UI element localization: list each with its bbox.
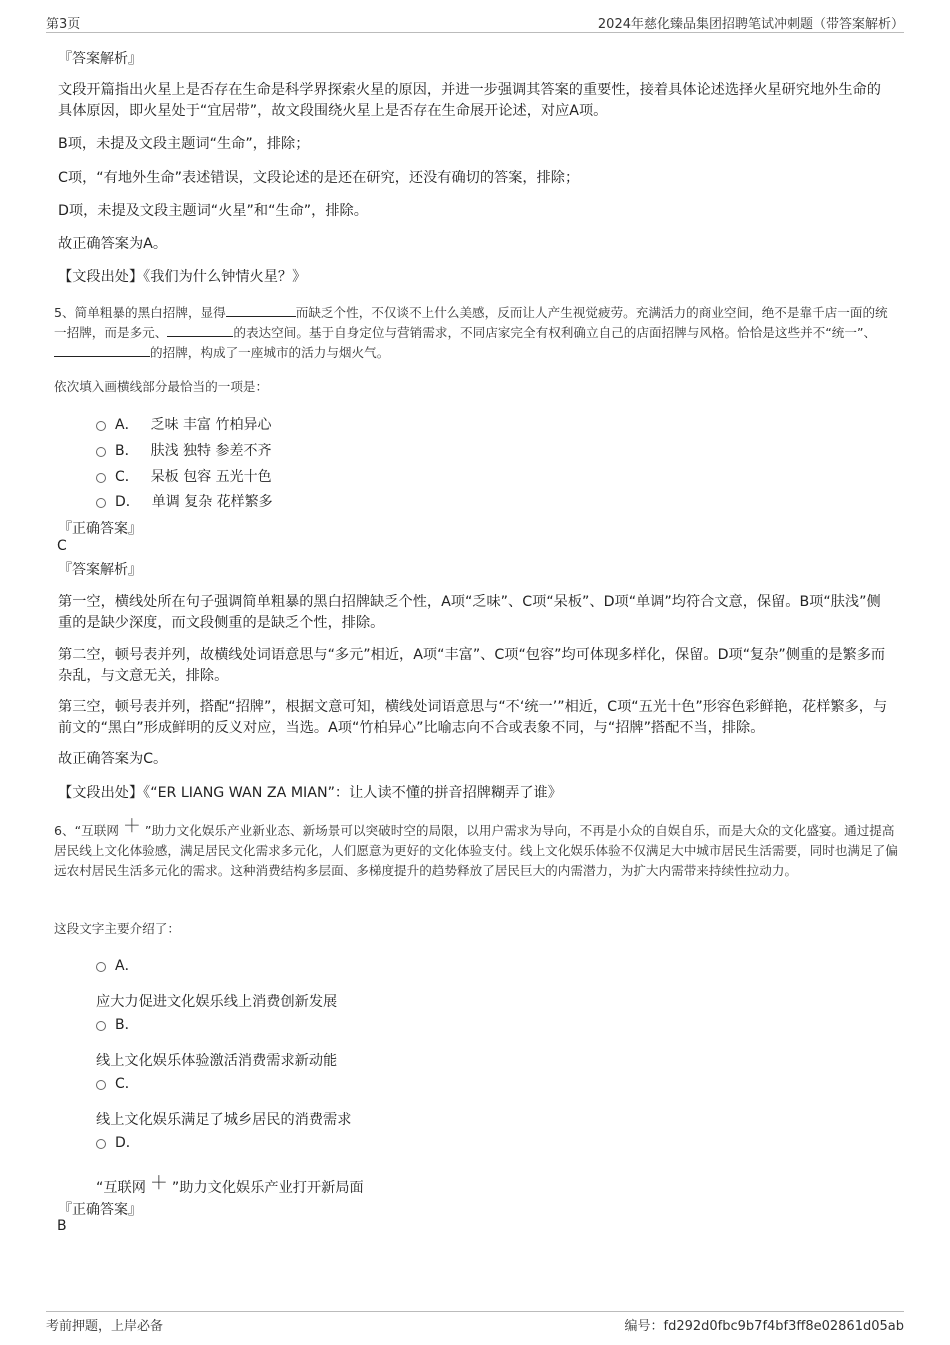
question-stem: 5、简单粗暴的黑白招牌，显得 而缺乏个性，不仅谈不上什么美感，反而让人产生视觉疲劳。充满活力的商业空间，绝不是靠千店一面的统一招牌，而是多元、 的表达空间。基于自身定位与营销需求，不同店家完全有权利确立自己的店面招牌与风格。恰恰是这些并不“统一”、的招牌，构成了一座城市的活力与烟火气。 (54, 305, 888, 360)
analysis-conclusion: 故正确答案为A。 (58, 236, 168, 252)
analysis-paragraph: C项，“有地外生命”表述错误，文段论述的是还在研究，还没有确切的答案，排除； (58, 170, 580, 186)
header-divider (46, 32, 904, 33)
radio-icon[interactable] (96, 498, 106, 508)
radio-icon[interactable] (96, 473, 106, 483)
footer-divider (46, 1311, 904, 1312)
radio-icon[interactable] (96, 421, 106, 431)
passage-source: 【文段出处】《我们为什么钟情火星？》 (58, 269, 307, 285)
option-b[interactable]: B． 肤浅 独特 参差不齐 (96, 440, 272, 460)
option-d[interactable]: D． 单调 复杂 花样繁多 (96, 491, 273, 511)
analysis-conclusion: 故正确答案为C。 (58, 751, 168, 767)
document-code: 编号：fd292d0fbc9b7f4bf3ff8e02861d05ab (624, 1319, 904, 1334)
radio-icon[interactable] (96, 962, 106, 972)
answer-value: B (57, 1218, 67, 1234)
answer-value: C (57, 538, 67, 554)
option-c[interactable]: C． 呆板 包容 五光十色 (96, 466, 272, 486)
analysis-paragraph: 第一空，横线处所在句子强调简单粗暴的黑白招牌缺乏个性，A项“乏味”、C项“呆板”、D项“单调”均符合文意，保留。B项“肤浅”侧重的是缺少深度，而文段侧重的是缺乏个性，排除。 (58, 594, 881, 631)
fill-blank (54, 344, 150, 357)
analysis-paragraph: B项，未提及文段主题词“生命”，排除； (58, 136, 310, 152)
footer-slogan: 考前押题，上岸必备 (46, 1319, 164, 1334)
analysis-paragraph: 第二空，顿号表并列，故横线处词语意思与“多元”相近，A项“丰富”、C项“包容”均可体现多样化，保留。D项“复杂”侧重的是繁多而杂乱，与文意无关，排除。 (58, 647, 886, 684)
page-number: 第3页 (46, 17, 81, 32)
option-a[interactable]: A． 乏味 丰富 竹柏异心 (96, 414, 271, 434)
fill-blank (226, 304, 296, 317)
analysis-paragraph: 文段开篇指出火星上是否存在生命是科学界探索火星的原因，并进一步强调其答案的重要性，接着具体论述选择火星研究地外生命的具体原因，即火星处于“宜居带”，故文段围绕火星上是否存在生命展开论述，对应A项。 (58, 82, 881, 119)
question-prompt: 依次填入画横线部分最恰当的一项是： (54, 379, 269, 394)
question-prompt: 这段文字主要介绍了： (54, 921, 180, 936)
radio-icon[interactable] (96, 1080, 106, 1090)
analysis-paragraph: D项，未提及文段主题词“火星”和“生命”，排除。 (58, 203, 368, 219)
analysis-label: 『答案解析』 (58, 51, 142, 67)
document-title: 2024年慈化臻品集团招聘笔试冲刺题（带答案解析） (597, 17, 904, 32)
radio-icon[interactable] (96, 447, 106, 457)
option-b-text: 线上文化娱乐体验激活消费需求新动能 (96, 1053, 338, 1069)
answer-label: 『正确答案』 (58, 1202, 142, 1218)
option-d-text: “互联网 ＋ ”助力文化娱乐产业打开新局面 (96, 1173, 364, 1196)
passage-source: 【文段出处】《“ER LIANG WAN ZA MIAN”：让人读不懂的拼音招牌糊弄了谁》 (58, 785, 562, 801)
answer-label: 『正确答案』 (58, 521, 142, 537)
radio-icon[interactable] (96, 1021, 106, 1031)
option-c-text: 线上文化娱乐满足了城乡居民的消费需求 (96, 1112, 352, 1128)
question-stem: 6、“互联网 ＋ ”助力文化娱乐产业新业态、新场景可以突破时空的局限，以用户需求为导向，不再是小众的自娱自乐，而是大众的文化盛宴。通过提高居民线上文化体验感，满足居民文化需求多元化，人们愿意为更好的文化体验支付。线上文化娱乐体验不仅满足大中城市居民生活需要，同时也满足了偏远农村居民生活多元化的需求。这种消费结构多层面、多梯度提升的趋势释放了居民巨大的内需潜力，为扩大内需带来持续性拉动力。 (54, 816, 898, 878)
option-c[interactable]: C． (96, 1073, 139, 1093)
option-a-text: 应大力促进文化娱乐线上消费创新发展 (96, 994, 338, 1010)
analysis-paragraph: 第三空，顿号表并列，搭配“招牌”，根据文意可知，横线处词语意思与“不‘统一’”相近，C项“五光十色”形容色彩鲜艳，花样繁多，与前文的“黑白”形成鲜明的反义对应，当选。A项“竹柏异心”比喻志向不合或表象不同，与“招牌”搭配不当，排除。 (58, 699, 888, 736)
option-d[interactable]: D． (96, 1132, 140, 1152)
option-a[interactable]: A． (96, 955, 139, 975)
fill-blank (167, 324, 233, 337)
analysis-label: 『答案解析』 (58, 562, 142, 578)
option-b[interactable]: B． (96, 1014, 139, 1034)
radio-icon[interactable] (96, 1139, 106, 1149)
